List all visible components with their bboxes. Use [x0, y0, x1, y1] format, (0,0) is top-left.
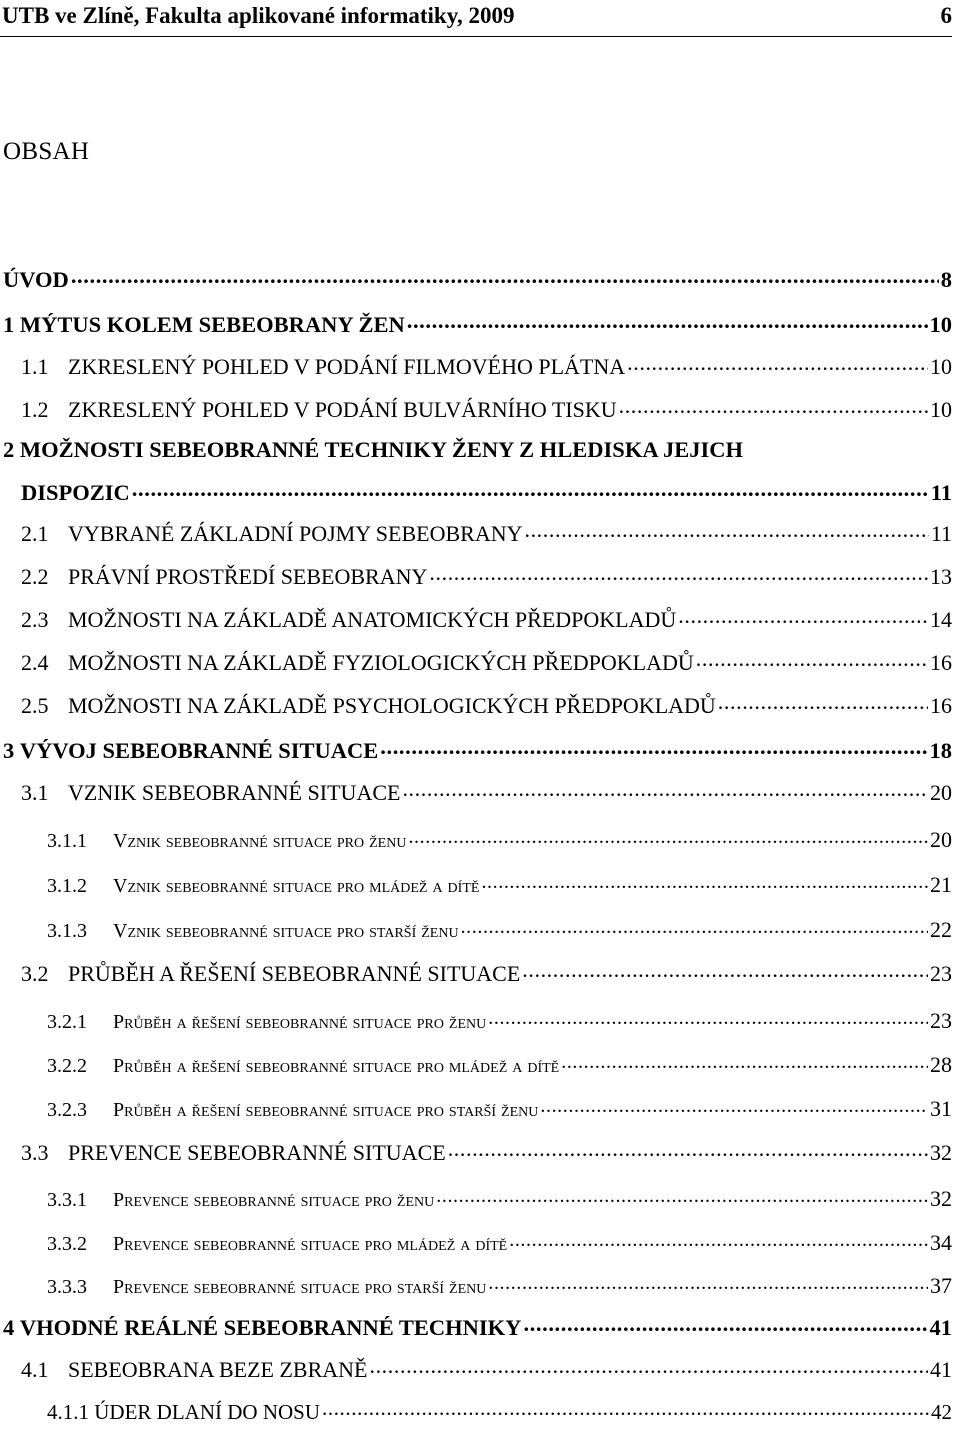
toc-leader-dots [380, 735, 927, 758]
toc-entry-number: 2.1 [21, 521, 49, 546]
toc-leader-dots [540, 1096, 928, 1116]
toc-entry[interactable] [21, 778, 952, 810]
header-page-number: 6 [940, 3, 952, 28]
toc-entry[interactable] [47, 1398, 952, 1430]
toc-entry-page: 10 [929, 311, 952, 337]
toc-entry-number: 3.3.2 [47, 1233, 87, 1255]
toc-entry-title: MOŽNOSTI NA ZÁKLADĚ PSYCHOLOGICKÝCH PŘEDPOKLADŮ [68, 693, 716, 718]
toc-entry-title: Průběh a řešení sebeobranné situace pro mládež a dítě [113, 1055, 560, 1077]
toc-leader-dots [132, 477, 929, 500]
toc-entry-first-line[interactable] [3, 437, 952, 469]
toc-leader-dots [407, 309, 928, 332]
toc-entry-page: 32 [930, 1186, 952, 1211]
toc-leader-dots [619, 395, 928, 417]
toc-entry-page: 41 [930, 1357, 952, 1382]
toc-entry-page: 16 [930, 693, 952, 718]
toc-entry-number: 4 [3, 1314, 15, 1340]
toc-entry-title: ÚVOD [3, 266, 69, 292]
toc-entry-page: 42 [931, 1400, 952, 1424]
toc-leader-dots [523, 1312, 927, 1335]
toc-leader-dots [696, 648, 928, 670]
toc-entry-title: MOŽNOSTI SEBEOBRANNÉ TECHNIKY ŽENY Z HLEDISKA JEJICH [19, 437, 743, 462]
toc-entry-title: Prevence sebeobranné situace pro mládež a dítě [113, 1233, 508, 1255]
toc-entry[interactable] [3, 309, 952, 341]
toc-entry-number: 3 [3, 737, 15, 763]
toc-entry[interactable] [3, 735, 952, 767]
toc-entry[interactable] [47, 1008, 952, 1040]
toc-leader-dots [322, 1398, 929, 1419]
toc-entry-title: MOŽNOSTI NA ZÁKLADĚ FYZIOLOGICKÝCH PŘEDPOKLADŮ [68, 650, 694, 675]
toc-leader-dots [461, 917, 928, 937]
toc-entry-page: 23 [930, 1008, 952, 1033]
toc-entry-number: 4.1 [21, 1357, 49, 1382]
toc-entry[interactable] [47, 827, 952, 859]
toc-entry-title: ZKRESLENÝ POHLED V PODÁNÍ FILMOVÉHO PLÁTNA [68, 354, 626, 379]
toc-entry-number: 2.5 [21, 693, 49, 718]
toc-entry-page: 32 [930, 1140, 952, 1165]
toc-entry-number: 2.2 [21, 564, 49, 589]
toc-entry-number: 3.2 [21, 961, 49, 986]
toc-entry[interactable] [21, 395, 952, 427]
toc-entry-title: VHODNÉ REÁLNÉ SEBEOBRANNÉ TECHNIKY [19, 1314, 522, 1340]
toc-entry-number: 3.3 [21, 1140, 49, 1165]
toc-entry-number: 3.3.1 [47, 1189, 87, 1211]
toc-entry-number: 3.1 [21, 780, 49, 805]
toc-entry-page: 41 [929, 1314, 952, 1340]
toc-entry-page: 18 [929, 737, 952, 763]
toc-leader-dots [488, 1008, 928, 1028]
toc-entry-number: 3.1.1 [47, 830, 87, 852]
toc-entry-title: MOŽNOSTI NA ZÁKLADĚ ANATOMICKÝCH PŘEDPOKLADŮ [68, 607, 677, 632]
toc-entry-page: 37 [930, 1273, 952, 1298]
toc-entry[interactable] [21, 1138, 952, 1170]
toc-entry-page: 11 [930, 479, 952, 505]
toc-leader-dots [509, 1230, 928, 1250]
toc-entry-title: PRÁVNÍ PROSTŘEDÍ SEBEOBRANY [68, 564, 428, 589]
toc-entry-title: MÝTUS KOLEM SEBEOBRANY ŽEN [19, 311, 405, 337]
toc-entry[interactable] [21, 605, 952, 637]
toc-leader-dots [448, 1138, 928, 1160]
toc-entry-title: Vznik sebeobranné situace pro mládež a dítě [113, 875, 480, 897]
header-title: UTB ve Zlíně, Fakulta aplikované informatiky, 2009 [2, 3, 515, 28]
toc-entry-page: 14 [930, 607, 952, 632]
toc-entry[interactable] [21, 562, 952, 594]
toc-entry-title-continuation: DISPOZIC [21, 479, 130, 505]
toc-entry[interactable] [3, 264, 952, 296]
toc-leader-dots [71, 264, 939, 287]
toc-entry[interactable] [47, 917, 952, 949]
toc-entry-page: 34 [930, 1230, 952, 1255]
toc-entry[interactable] [47, 1230, 952, 1262]
toc-entry-title: Průběh a řešení sebeobranné situace pro ženu [113, 1011, 487, 1033]
toc-entry-number: 3.2.2 [47, 1055, 87, 1077]
toc-entry[interactable] [21, 959, 952, 991]
toc-entry-title: Průběh a řešení sebeobranné situace pro starší ženu [113, 1099, 539, 1121]
toc-entry-title: VYBRANÉ ZÁKLADNÍ POJMY SEBEOBRANY [68, 521, 523, 546]
toc-entry-page: 31 [930, 1096, 952, 1121]
toc-entry-page: 10 [930, 354, 952, 379]
toc-entry-number: 3.3.3 [47, 1276, 87, 1298]
toc-entry-page: 11 [930, 521, 952, 546]
toc-entry-page: 13 [930, 564, 952, 589]
toc-entry-number: 1.1 [21, 354, 49, 379]
toc-entry[interactable] [3, 1312, 952, 1344]
toc-entry[interactable] [21, 691, 952, 723]
toc-leader-dots [402, 778, 928, 800]
toc-entry-title: VÝVOJ SEBEOBRANNÉ SITUACE [19, 737, 379, 763]
toc-leader-dots [408, 827, 928, 847]
toc-entry[interactable] [21, 519, 952, 551]
toc-entry[interactable] [47, 872, 952, 904]
toc-entry-number: 2.3 [21, 607, 49, 632]
toc-entry-page: 23 [930, 961, 952, 986]
toc-entry[interactable] [47, 1186, 952, 1218]
toc-entry-page: 22 [930, 917, 952, 942]
toc-entry-number: 2 [3, 437, 15, 462]
toc-entry[interactable] [21, 648, 952, 680]
toc-entry-page: 20 [930, 827, 952, 852]
toc-entry-page: 10 [930, 397, 952, 422]
toc-entry-title: Prevence sebeobranné situace pro starší ženu [113, 1276, 487, 1298]
toc-entry-title: VZNIK SEBEOBRANNÉ SITUACE [68, 780, 401, 805]
toc-entry-number: 3.2.3 [47, 1099, 87, 1121]
toc-leader-dots [718, 691, 928, 713]
toc-leader-dots [522, 959, 928, 981]
toc-leader-dots [627, 352, 928, 374]
toc-leader-dots [561, 1052, 928, 1072]
toc-entry-title: Vznik sebeobranné situace pro starší ženu [113, 920, 459, 942]
toc-leader-dots [678, 605, 928, 627]
toc-entry-number: 1.2 [21, 397, 49, 422]
toc-entry-page: 21 [930, 872, 952, 897]
toc-entry-page: 16 [930, 650, 952, 675]
toc-entry-title: ÚDER DLANÍ DO NOSU [94, 1400, 320, 1424]
toc-entry-number: 3.2.1 [47, 1011, 87, 1033]
toc-entry-number: 2.4 [21, 650, 49, 675]
running-header [0, 0, 952, 37]
toc-entry[interactable] [47, 1052, 952, 1084]
toc-entry-number: 4.1.1 [47, 1400, 89, 1424]
toc-entry-page: 8 [940, 266, 952, 292]
toc-entry-page: 28 [930, 1052, 952, 1077]
toc-entry-number: 1 [3, 311, 15, 337]
toc-leader-dots [436, 1186, 928, 1206]
toc-leader-dots [524, 519, 928, 541]
toc-entry-title: PREVENCE SEBEOBRANNÉ SITUACE [68, 1140, 446, 1165]
toc-entry[interactable] [21, 1355, 952, 1387]
toc-leader-dots [429, 562, 928, 584]
toc-entry-number: 3.1.3 [47, 920, 87, 942]
toc-entry-title: PRŮBĚH A ŘEŠENÍ SEBEOBRANNÉ SITUACE [68, 961, 521, 986]
toc-entry-title: Vznik sebeobranné situace pro ženu [113, 830, 407, 852]
toc-leader-dots [369, 1355, 928, 1377]
toc-entry-number: 3.1.2 [47, 875, 87, 897]
toc-entry-title: Prevence sebeobranné situace pro ženu [113, 1189, 435, 1211]
toc-entry[interactable] [47, 1096, 952, 1128]
toc-entry-title: SEBEOBRANA BEZE ZBRANĚ [68, 1357, 368, 1382]
toc-heading: OBSAH [3, 138, 90, 165]
toc-entry[interactable] [47, 1273, 952, 1305]
toc-leader-dots [481, 872, 928, 892]
toc-entry[interactable] [21, 477, 952, 509]
toc-leader-dots [488, 1273, 928, 1293]
toc-entry-page: 20 [930, 780, 952, 805]
toc-entry-title: ZKRESLENÝ POHLED V PODÁNÍ BULVÁRNÍHO TISKU [68, 397, 617, 422]
toc-entry[interactable] [21, 352, 952, 384]
